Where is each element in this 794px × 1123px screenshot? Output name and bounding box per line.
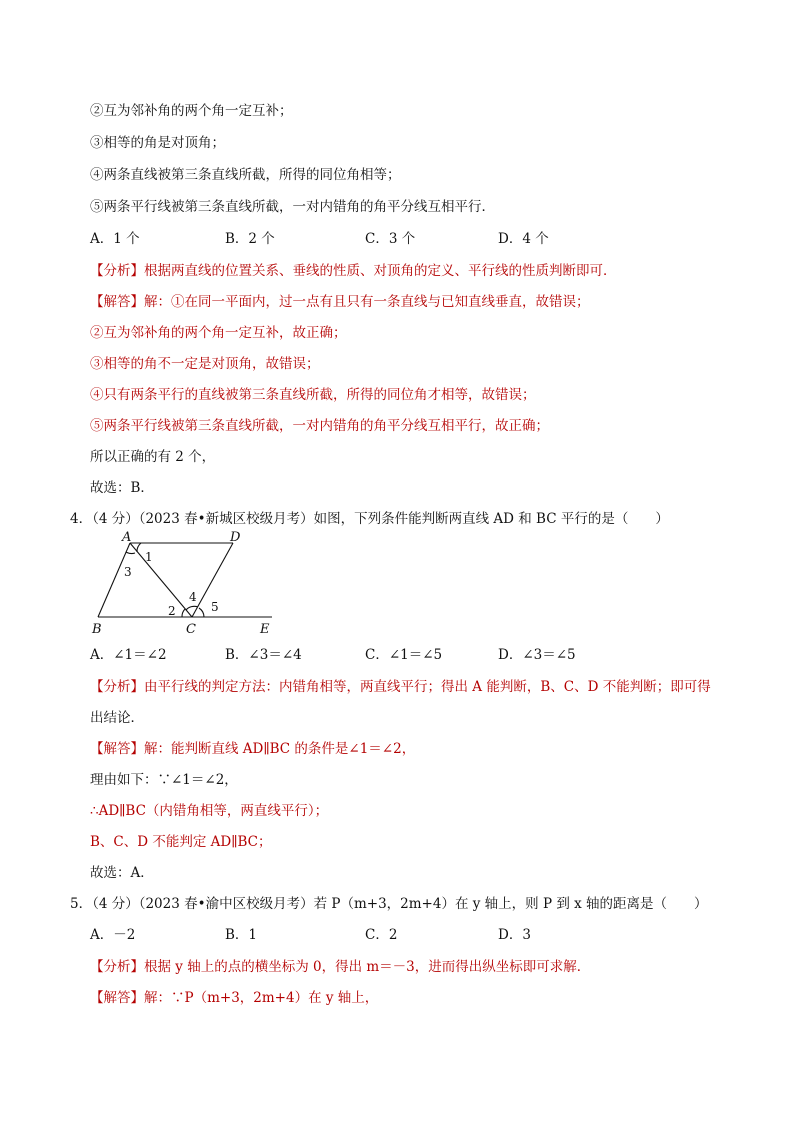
q4-analysis-line-2: 出结论． [90,710,144,726]
q5-option-c: C．2 [365,927,398,943]
q3-option-c: C．3 个 [365,231,416,247]
q3-conclusion: 所以正确的有 2 个， [90,449,216,465]
q3-item-5: ⑤两条平行线被第三条直线所截，一对内错角的角平分线互相平行． [90,199,495,215]
q4-option-c: C．∠1＝∠5 [365,647,443,663]
q5-option-d: D．3 [498,927,531,943]
q5-options [90,925,730,945]
label-angle-1: 1 [145,550,153,564]
label-a: A [122,531,132,545]
q5-analysis: 【分析】根据 y 轴上的点的横坐标为 0，得出 m＝－3，进而得出纵坐标即可求解． [90,959,591,975]
angle-arc-2 [182,609,185,617]
q3-option-d: D．4 个 [498,231,549,247]
label-angle-3: 3 [124,565,132,579]
q4-option-d: D．∠3＝∠5 [498,647,576,663]
angle-arc-1 [137,543,141,552]
q5-answer-line-1: 【解答】解：∵P（m+3，2m+4）在 y 轴上， [90,990,379,1006]
label-angle-4: 4 [189,590,197,604]
q3-answer-line-5: ⑤两条平行线被第三条直线所截，一对内错角的角平分线互相平行，故正确； [90,418,549,434]
q4-choice: 故选：A． [90,865,154,881]
q5-stem: 5．（4 分）（2023 春•渝中区校级月考）若 P（m+3，2m+4）在 y 轴上，则 P 到 x 轴的距离是（ ） [70,896,708,912]
q4-answer-line-1: 【解答】解：能判断直线 AD∥BC 的条件是∠1＝∠2， [90,741,416,757]
q4-answer-line-4: B、C、D 不能判定 AD∥BC； [90,834,272,850]
q3-item-3: ③相等的角是对顶角； [90,135,225,151]
segment-ac [130,543,192,617]
q3-option-a: A．1 个 [90,231,140,247]
q3-choice: 故选：B． [90,480,154,496]
q3-item-2: ②互为邻补角的两个角一定互补； [90,103,293,119]
label-d: D [230,531,241,545]
q4-stem: 4．（4 分）（2023 春•新城区校级月考）如图，下列条件能判断两直线 AD 和 BC 平行的是（ ） [70,511,669,527]
label-angle-5: 5 [211,600,219,614]
label-c: C [186,622,196,637]
label-b: B [92,622,102,637]
q3-analysis: 【分析】根据两直线的位置关系、垂线的性质、对顶角的定义、平行线的性质判断即可． [90,263,617,279]
angle-arc-5 [199,608,204,617]
label-e: E [260,622,270,637]
q4-options [90,645,730,665]
q3-options [90,229,730,249]
q4-option-a: A．∠1＝∠2 [90,647,167,663]
angle-arc-3 [126,552,135,554]
q4-option-b: B．∠3＝∠4 [225,647,302,663]
segment-ab [98,543,130,617]
q3-answer-line-3: ③相等的角不一定是对顶角，故错误； [90,356,320,372]
label-angle-2: 2 [168,604,176,618]
q4-analysis-line-1: 【分析】由平行线的判定方法：内错角相等，两直线平行；得出 A 能判断，B、C、D 不能判断；即可得 [90,679,711,695]
q3-item-4: ④两条直线被第三条直线所截，所得的同位角相等； [90,167,401,183]
q3-option-b: B．2 个 [225,231,275,247]
q5-option-a: A．－2 [90,927,136,943]
q4-answer-line-2: 理由如下：∵∠1＝∠2， [90,772,238,788]
q5-option-b: B．1 [225,927,258,943]
q4-answer-line-3: ∴AD∥BC（内错角相等，两直线平行）； [90,803,329,819]
q3-answer-line-4: ④只有两条平行的直线被第三条直线所截，所得的同位角才相等，故错误； [90,387,536,403]
q4-figure [86,531,278,637]
q3-answer-line-2: ②互为邻补角的两个角一定互补，故正确； [90,325,347,341]
q3-answer-line-1: 【解答】解：①在同一平面内，过一点有且只有一条直线与已知直线垂直，故错误； [90,294,590,310]
